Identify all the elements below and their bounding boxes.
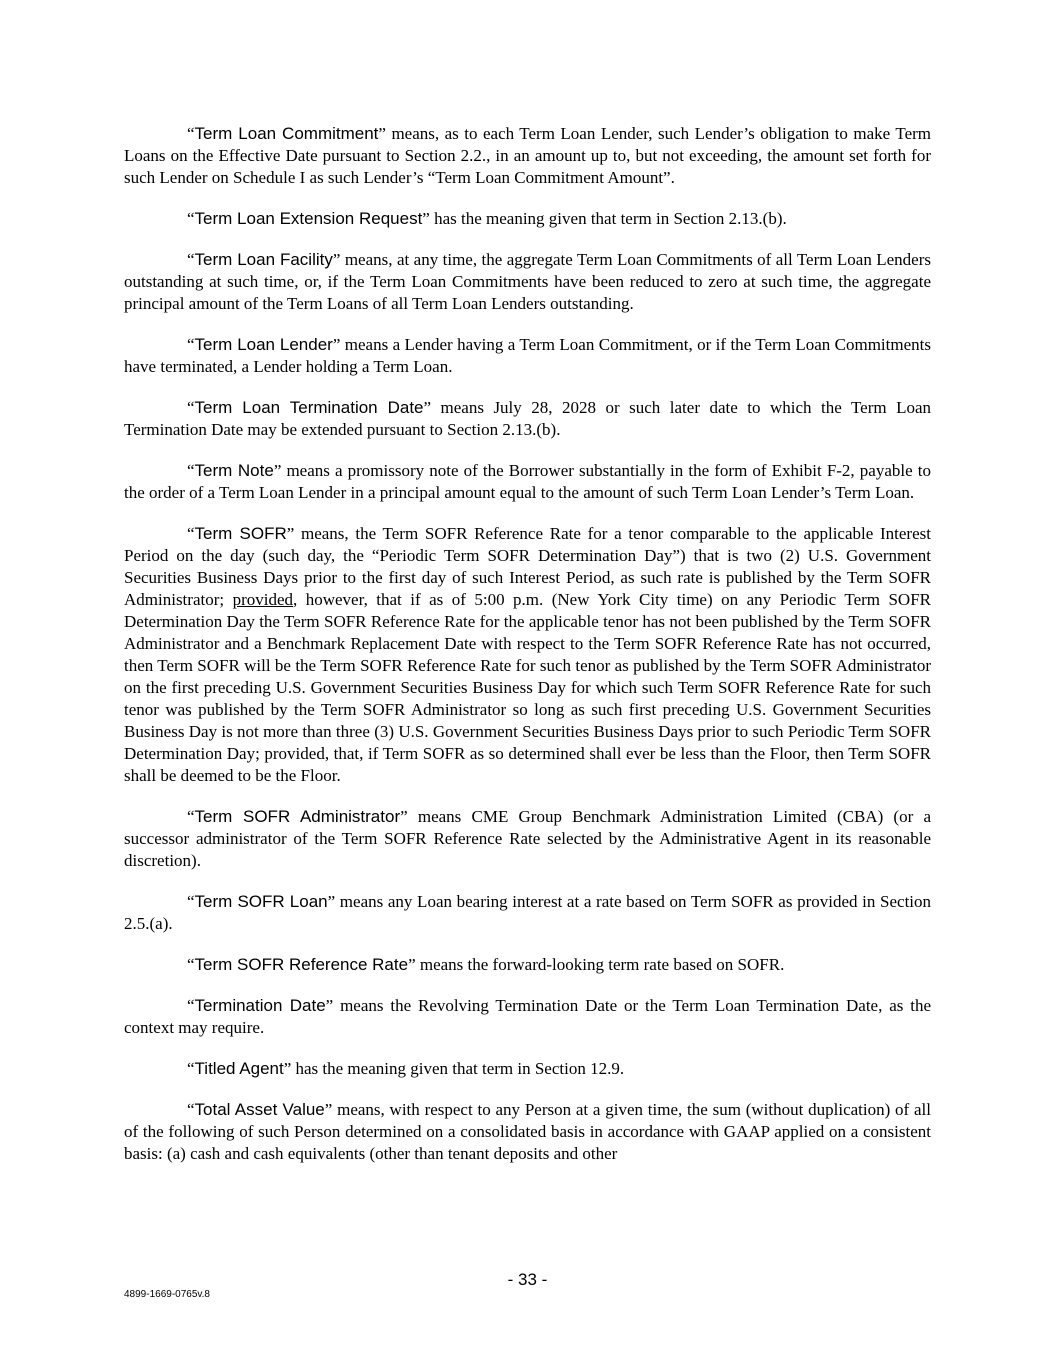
defined-term: Term SOFR Reference Rate	[194, 955, 409, 974]
open-quote: “	[187, 461, 195, 480]
definition-term-loan-commitment	[124, 123, 931, 189]
definition-text: ” means CME Group Benchmark Administration Limited (CBA) (or a successor administrator of the Term SOFR Reference Rate selected by the Administrative Agent in its reasonable discretion).	[124, 807, 932, 870]
open-quote: “	[187, 892, 195, 911]
definition-titled-agent	[124, 1058, 931, 1080]
definition-text: ” means the Revolving Termination Date or the Term Loan Termination Date, as the context may require.	[124, 996, 931, 1037]
definition-termination-date	[124, 995, 931, 1039]
defined-term: Term Loan Termination Date	[194, 398, 424, 417]
definition-text: ” means, as to each Term Loan Lender, such Lender’s obligation to make Term Loans on the Effective Date pursuant to Section 2.2., in an amount up to, but not exceeding, the amount set forth for such Lender on Schedule I as such Lender’s “Term Loan Commitment Amount”.	[124, 124, 932, 187]
open-quote: “	[187, 209, 195, 228]
defined-term: Term Loan Commitment	[194, 124, 379, 143]
defined-term: Titled Agent	[194, 1059, 284, 1078]
definition-text: ” means July 28, 2028 or such later date to which the Term Loan Termination Date may be extended pursuant to Section 2.13.(b).	[124, 398, 931, 439]
underlined-word: provided	[232, 590, 294, 609]
open-quote: “	[187, 807, 195, 826]
definition-text: ” means a Lender having a Term Loan Commitment, or if the Term Loan Commitments have terminated, a Lender holding a Term Loan.	[124, 335, 931, 376]
definition-text: ” has the meaning given that term in Section 12.9.	[283, 1059, 625, 1078]
defined-term: Total Asset Value	[194, 1100, 325, 1119]
open-quote: “	[187, 250, 195, 269]
definition-text-continued: , however, that if as of 5:00 p.m. (New York City time) on any Periodic Term SOFR Determination Day the Term SOFR Reference Rate for the applicable tenor has not been published by the Term SOFR Administrator and a Benchmark Replacement Date with respect to the Term SOFR Reference Rate has not occurred, then Term SOFR will be the Term SOFR Reference Rate for such tenor as published by the Term SOFR Administrator on the first preceding U.S. Government Securities Business Day for which such Term SOFR Reference Rate for such tenor was published by the Term SOFR Administrator so long as such first preceding U.S. Government Securities Business Day is not more than three (3) U.S. Government Securities Business Days prior to such Periodic Term SOFR Determination Day; provided, that, if Term SOFR as so determined shall ever be less than the Floor, then Term SOFR shall be deemed to be the Floor.	[124, 590, 932, 785]
open-quote: “	[187, 524, 195, 543]
open-quote: “	[187, 335, 195, 354]
definition-text: ” means the forward-looking term rate based on SOFR.	[408, 955, 785, 974]
definition-text: ” means, the Term SOFR Reference Rate for a tenor comparable to the applicable Interest Period on the day (such day, the “Periodic Term SOFR Determination Day”) that is two (2) U.S. Government Securities Business Days prior to the first day of such Interest Period, as such rate is published by the Term SOFR Administrator;	[124, 524, 931, 609]
open-quote: “	[187, 1100, 195, 1119]
definition-text: ” means, with respect to any Person at a given time, the sum (without duplication) of all of the following of such Person determined on a consolidated basis in accordance with GAAP applied on a consistent basis: (a) cash and cash equivalents (other than tenant deposits and other	[124, 1100, 931, 1163]
definition-text: ” means, at any time, the aggregate Term Loan Commitments of all Term Loan Lenders outstanding at such time, or, if the Term Loan Commitments have been reduced to zero at such time, the aggregate principal amount of the Term Loans of all Term Loan Lenders outstanding.	[124, 250, 931, 313]
open-quote: “	[187, 955, 195, 974]
definition-term-note	[124, 460, 931, 504]
open-quote: “	[187, 124, 195, 143]
definition-term-sofr	[124, 523, 931, 787]
definition-term-loan-termination-date	[124, 397, 931, 441]
defined-term: Term Loan Lender	[194, 335, 333, 354]
definition-total-asset-value	[124, 1099, 931, 1165]
defined-term: Term SOFR Administrator	[194, 807, 401, 826]
open-quote: “	[187, 996, 195, 1015]
defined-term: Term SOFR	[194, 524, 287, 543]
definition-term-sofr-loan	[124, 891, 931, 935]
defined-term: Term Note	[194, 461, 274, 480]
definition-term-loan-lender	[124, 334, 931, 378]
open-quote: “	[187, 1059, 195, 1078]
document-id: 4899-1669-0765v.8	[124, 1289, 210, 1300]
defined-term: Term Loan Facility	[194, 250, 333, 269]
definition-text: ” means any Loan bearing interest at a rate based on Term SOFR as provided in Section 2.5.(a).	[124, 892, 932, 933]
definition-text: ” means a promissory note of the Borrower substantially in the form of Exhibit F-2, payable to the order of a Term Loan Lender in a principal amount equal to the amount of such Term Loan Lender’s Term Loan.	[124, 461, 931, 502]
defined-term: Term Loan Extension Request	[194, 209, 423, 228]
page-number: - 33 -	[507, 1270, 548, 1289]
definition-term-sofr-reference-rate	[124, 954, 931, 976]
definition-text: ” has the meaning given that term in Section 2.13.(b).	[422, 209, 787, 228]
definition-term-sofr-administrator	[124, 806, 931, 872]
open-quote: “	[187, 398, 195, 417]
definition-term-loan-facility	[124, 249, 931, 315]
defined-term: Term SOFR Loan	[194, 892, 328, 911]
defined-term: Termination Date	[194, 996, 326, 1015]
definition-term-loan-extension-request	[124, 208, 931, 230]
document-page	[124, 123, 931, 1184]
